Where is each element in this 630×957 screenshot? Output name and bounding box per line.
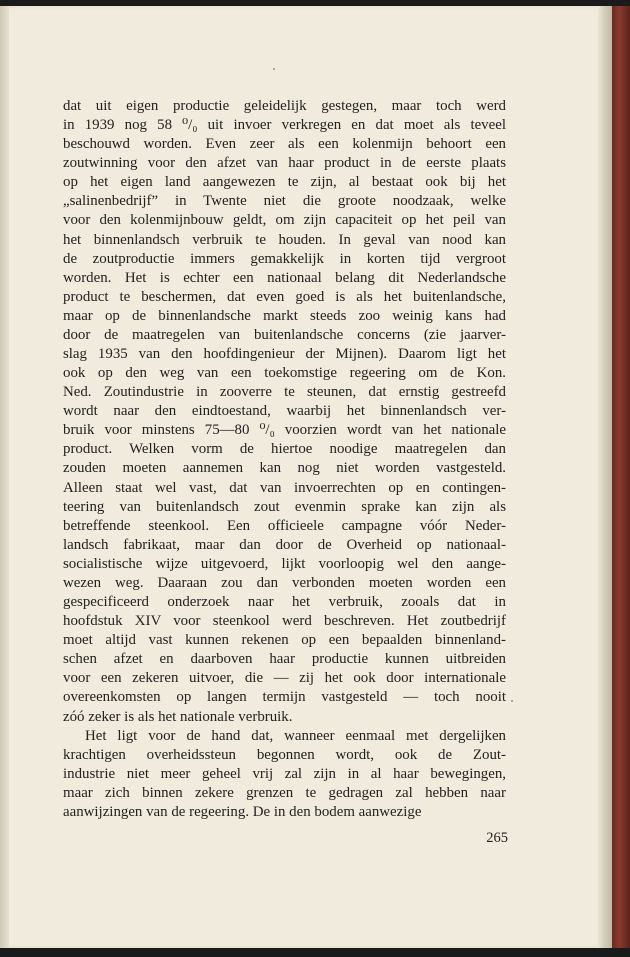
text-line: socialistische wijze uitgevoerd, lijkt voorloopig wel den aange- [63, 555, 506, 572]
text-line: zóó zeker is als het nationale verbruik. [63, 708, 293, 725]
text-line: de zoutproductie immers gemakkelijk in korten tijd vergroot [63, 250, 506, 267]
text-line: bruik voor minstens 75—80 ⁰/₀ voorzien wordt van het nationale [63, 422, 506, 439]
text-line: teering van buitenlandsch zout evenmin sprake kan zijn als [63, 498, 506, 515]
page-right-edge [598, 6, 612, 948]
text-line: op het eigen land aangewezen te zijn, al bestaat ook bij het [63, 174, 506, 191]
text-line: worden. Het is echter een nationaal belang dit Nederlandsche [63, 269, 506, 286]
text-line: Ned. Zoutindustrie in zooverre te steunen, dat ernstig gestreefd [63, 384, 506, 401]
text-line: product. Welken vorm de hiertoe noodige maatregelen dan [63, 441, 506, 458]
page-left-edge [0, 6, 9, 948]
text-line: voor den kolenmijnbouw geldt, om zijn capaciteit op het peil van [63, 212, 506, 229]
page-number: 265 [486, 830, 508, 846]
text-line: krachtigen overheidssteun begonnen wordt, ook de Zout- [63, 746, 506, 763]
text-line: zouden moeten aannemen kan nog niet worden vastgesteld. [63, 460, 506, 477]
text-line: landsch fabrikaat, maar dan door de Overheid op nationaal- [63, 536, 506, 553]
text-line: wezen weg. Daaraan zou dan verbonden moeten worden een [63, 574, 506, 591]
text-line: industrie niet meer geheel vrij zal zijn in al haar bewegingen, [63, 765, 506, 782]
text-line: product te beschermen, dat even goed is als het buitenlandsche, [63, 288, 506, 305]
paper-speck [511, 700, 513, 702]
text-line: voor een zekeren uitvoer, die — zij het ook door internationale [63, 670, 506, 687]
text-line: overeenkomsten op langen termijn vastgesteld — toch nooit [63, 689, 506, 706]
text-line: hoofdstuk XIV voor steenkool werd beschreven. Het zoutbedrijf [63, 613, 506, 630]
text-line: schen afzet en daarboven haar productie kunnen uitbreiden [63, 651, 506, 668]
text-line: ook op den weg van een toekomstige regeering om de Kon. [63, 365, 506, 382]
text-line: moet altijd vast kunnen rekenen op een bepaalden binnenland- [63, 632, 506, 649]
text-line: gespecificeerd onderzoek naar het verbruik, zooals dat in [63, 594, 506, 611]
text-line: het binnenlandsch verbruik te houden. In geval van nood kan [63, 231, 506, 248]
paper-speck [273, 68, 275, 70]
text-line: maar op de binnenlandsche markt steeds zoo weinig kans had [63, 307, 506, 324]
text-line: in 1939 nog 58 ⁰/₀ uit invoer verkregen en dat moet als teveel [63, 117, 506, 134]
text-line: zoutwinning voor den afzet van haar product in de eerste plaats [63, 155, 506, 172]
text-line: slag 1935 van den hoofdingenieur der Mijnen). Daarom ligt het [63, 346, 506, 363]
text-line: maar zich binnen zekere grenzen te gedragen zal hebben naar [63, 784, 506, 801]
text-line: aanwijzingen van de regeering. De in den bodem aanwezige [63, 803, 422, 820]
text-line: beschouwd worden. Even zeer als een kolenmijn behoort een [63, 136, 506, 153]
text-line: betreffende steenkool. Een officieele campagne vóór Neder- [63, 517, 506, 534]
text-line: Het ligt voor de hand dat, wanneer eenmaal met dergelijken [85, 727, 506, 744]
book-binding [612, 6, 630, 948]
text-line: dat uit eigen productie geleidelijk gestegen, maar toch werd [63, 98, 506, 114]
text-line: Alleen staat wel vast, dat van invoerrechten op en contingen- [63, 479, 506, 496]
text-line: „salinenbedrijf” in Twente niet die groote noodzaak, welke [63, 193, 506, 210]
body-text [63, 97, 506, 822]
text-line: wordt naar den eindtoestand, waarbij het binnenlandsch ver- [63, 403, 506, 420]
text-line: door de maatregelen van buitenlandsche concerns (zie jaarver- [63, 326, 506, 343]
